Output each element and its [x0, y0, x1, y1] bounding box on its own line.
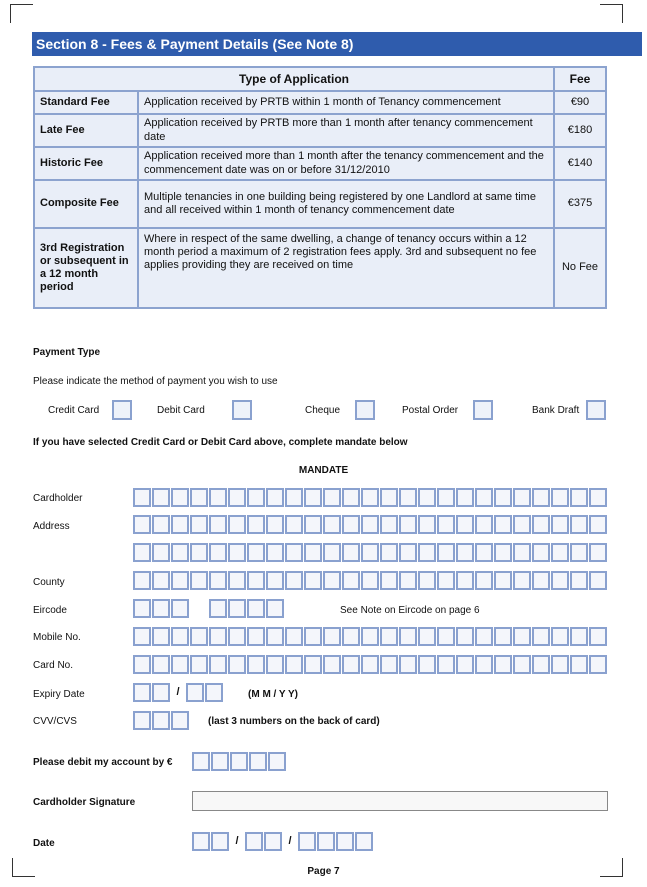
eircode-field[interactable]	[133, 599, 285, 619]
mandate-title: MANDATE	[298, 465, 349, 476]
section-title: Section 8 - Fees & Payment Details (See Note 8)	[32, 32, 642, 56]
fee-type: 3rd Registration or subsequent in a 12 month period	[34, 228, 138, 308]
fee-description: Application received more than 1 month after the tenancy commencement and the commencement date was on or before 31/12/2010	[138, 147, 554, 180]
table-row	[34, 147, 606, 180]
debit-card-label: Debit Card	[157, 405, 205, 416]
date-slash-2: /	[288, 835, 292, 847]
header-fee: Fee	[554, 67, 606, 91]
fee-amount: €90	[554, 91, 606, 114]
credit-card-label: Credit Card	[48, 405, 100, 416]
fee-amount: €375	[554, 180, 606, 228]
fee-amount: €140	[554, 147, 606, 180]
cvv-note: (last 3 numbers on the back of card)	[208, 716, 380, 727]
mobile-label: Mobile No.	[33, 632, 81, 643]
date-slash-1: /	[235, 835, 239, 847]
cvv-label: CVV/CVS	[33, 716, 77, 727]
address-field-1[interactable]	[133, 515, 608, 535]
eircode-label: Eircode	[33, 605, 67, 616]
credit-card-checkbox[interactable]	[112, 400, 132, 420]
eircode-note: See Note on Eircode on page 6	[340, 605, 480, 616]
payment-instruction: Please indicate the method of payment you wish to use	[33, 376, 278, 387]
expiry-format: (M M / Y Y)	[248, 689, 299, 700]
crop-mark-top-right	[600, 4, 623, 23]
fee-amount: €180	[554, 114, 606, 147]
cvv-field[interactable]	[133, 711, 190, 731]
fee-amount: No Fee	[554, 228, 606, 308]
page-number: Page 7	[307, 866, 340, 877]
cardholder-label: Cardholder	[33, 493, 83, 504]
card-number-label: Card No.	[33, 660, 74, 671]
table-row	[34, 180, 606, 228]
fee-description: Where in respect of the same dwelling, a change of tenancy occurs within a 12 month period a maximum of 2 registration fees apply. 3rd and subsequent no fee applies providing they are received on time	[138, 228, 554, 308]
signature-field[interactable]	[192, 791, 608, 811]
debit-amount-label: Please debit my account by €	[33, 757, 173, 768]
fee-type: Historic Fee	[34, 147, 138, 180]
payment-type-heading: Payment Type	[33, 347, 101, 358]
bank-draft-checkbox[interactable]	[586, 400, 606, 420]
county-field[interactable]	[133, 571, 608, 591]
debit-card-checkbox[interactable]	[232, 400, 252, 420]
cheque-label: Cheque	[305, 405, 341, 416]
fee-table-header	[34, 67, 606, 91]
header-type: Type of Application	[34, 67, 554, 91]
date-field[interactable]	[192, 832, 374, 852]
postal-order-checkbox[interactable]	[473, 400, 493, 420]
postal-order-label: Postal Order	[402, 405, 459, 416]
mandate-note: If you have selected Credit Card or Debit Card above, complete mandate below	[33, 437, 408, 448]
address-field-2[interactable]	[133, 543, 608, 563]
debit-amount-field[interactable]	[192, 752, 287, 772]
table-row	[34, 228, 606, 308]
expiry-slash: /	[176, 686, 180, 698]
fee-description: Application received by PRTB within 1 month of Tenancy commencement	[138, 91, 554, 114]
address-label: Address	[33, 521, 70, 532]
mobile-field[interactable]	[133, 627, 608, 647]
fee-type: Standard Fee	[34, 91, 138, 114]
expiry-date-label: Expiry Date	[33, 689, 85, 700]
bank-draft-label: Bank Draft	[532, 405, 580, 416]
county-label: County	[33, 577, 65, 588]
fee-type: Composite Fee	[34, 180, 138, 228]
date-label: Date	[33, 838, 55, 849]
expiry-date-field[interactable]	[133, 683, 224, 703]
fee-table	[33, 66, 607, 309]
fee-type: Late Fee	[34, 114, 138, 147]
crop-mark-top-left	[10, 4, 33, 23]
fee-description: Application received by PRTB more than 1 month after tenancy commencement date	[138, 114, 554, 147]
table-row	[34, 114, 606, 147]
fee-description: Multiple tenancies in one building being registered by one Landlord at same time and all received within 1 month of tenancy commencement date	[138, 180, 554, 228]
signature-label: Cardholder Signature	[33, 797, 136, 808]
cheque-checkbox[interactable]	[355, 400, 375, 420]
table-row	[34, 91, 606, 114]
card-number-field[interactable]	[133, 655, 608, 675]
cardholder-field[interactable]	[133, 488, 608, 508]
